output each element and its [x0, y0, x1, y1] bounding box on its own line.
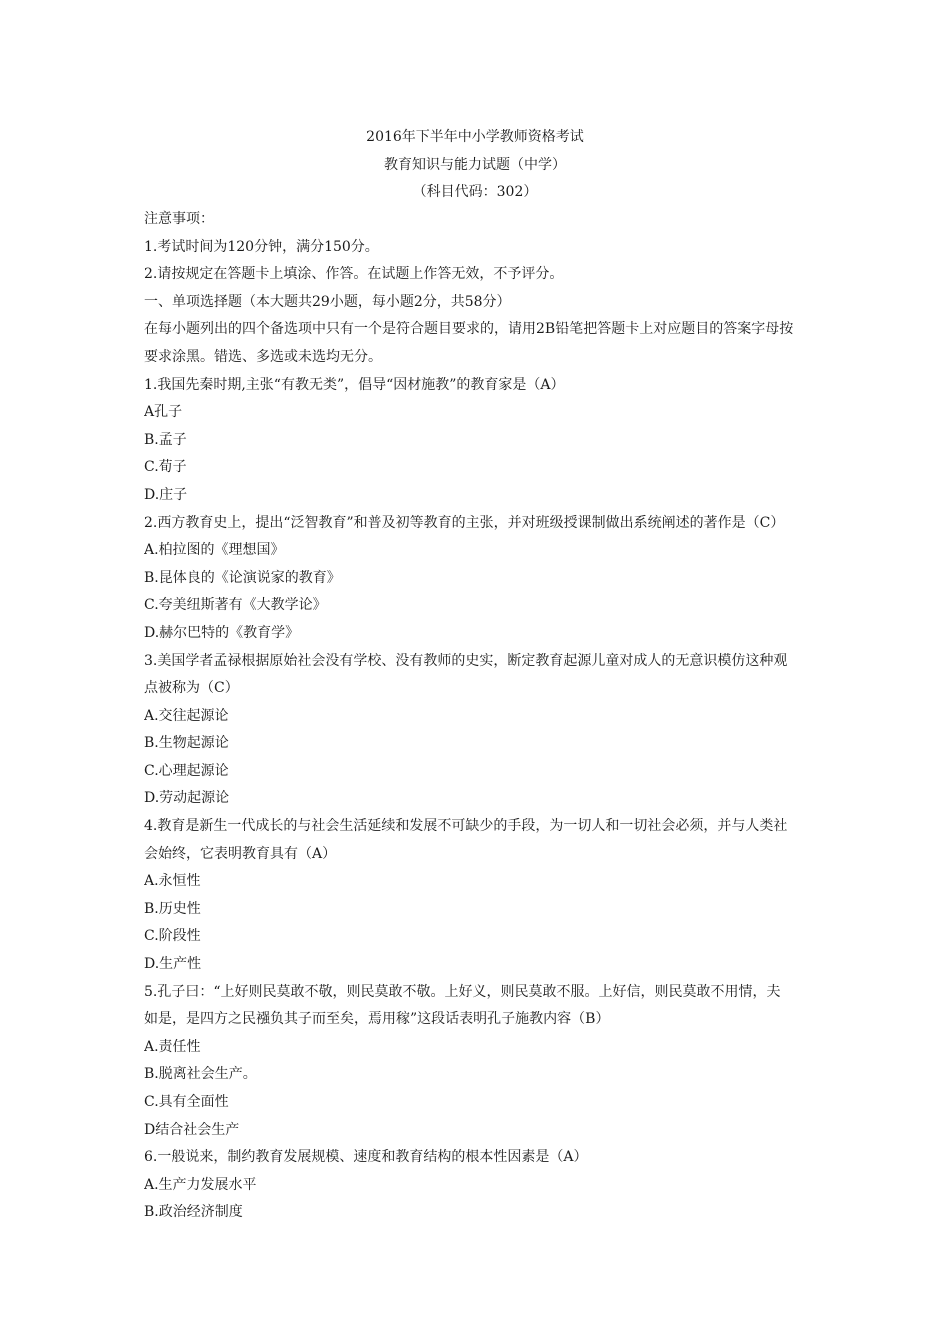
text-line: C.荀子 [144, 459, 187, 476]
text-line: B.历史性 [144, 900, 201, 917]
text-line: B.昆体良的《论演说家的教育》 [144, 569, 341, 586]
text-line: D.庄子 [144, 486, 188, 503]
text-line: 6.一般说来，制约教育发展规模、速度和教育结构的根本性因素是（A） [144, 1149, 588, 1166]
text-line: A.责任性 [144, 1038, 201, 1055]
text-line: D.赫尔巴特的《教育学》 [144, 624, 300, 641]
text-line: 1.考试时间为120分钟，满分150分。 [144, 238, 379, 255]
text-line: C.阶段性 [144, 928, 201, 945]
text-line: 一、单项选择题（本大题共29小题，每小题2分，共58分） [144, 293, 511, 310]
text-line: B.生物起源论 [144, 735, 229, 752]
exam-subtitle: 教育知识与能力试题（中学） [384, 156, 566, 173]
text-line: D结合社会生产 [144, 1121, 240, 1138]
text-line: A.生产力发展水平 [144, 1176, 257, 1193]
text-line: B.孟子 [144, 431, 187, 448]
text-line: C.夸美纽斯著有《大教学论》 [144, 597, 327, 614]
text-line: D.劳动起源论 [144, 790, 230, 807]
exam-header [0, 124, 950, 207]
text-line: 3.美国学者孟禄根据原始社会没有学校、没有教师的史实，断定教育起源儿童对成人的无意识模仿这种观 [144, 652, 788, 669]
text-line: A.交往起源论 [144, 707, 229, 724]
text-line: A.柏拉图的《理想国》 [144, 542, 285, 559]
text-line: 会始终，它表明教育具有（A） [144, 845, 337, 862]
text-line: C.心理起源论 [144, 762, 229, 779]
text-line: B.脱离社会生产。 [144, 1066, 257, 1083]
text-line: 4.教育是新生一代成长的与社会生活延续和发展不可缺少的手段，为一切人和一切社会必须，并与人类社 [144, 818, 788, 835]
text-line: 5.孔子曰：“上好则民莫敢不敬，则民莫敢不敬。上好义，则民莫敢不服。上好信，则民莫敢不用情，夫 [144, 983, 781, 1000]
text-line: 注意事项： [144, 211, 214, 227]
text-line: A孔子 [144, 404, 183, 421]
text-line: A.永恒性 [144, 873, 201, 890]
exam-title: 2016年下半年中小学教师资格考试 [366, 129, 584, 145]
text-line: D.生产性 [144, 956, 202, 973]
text-line: B.政治经济制度 [144, 1204, 243, 1221]
text-line: C.具有全面性 [144, 1094, 229, 1110]
text-line: 2.西方教育史上，提出“泛智教育”和普及初等教育的主张，并对班级授课制做出系统阐述的著作是（C） [144, 514, 785, 531]
subject-code: （科目代码：302） [412, 184, 538, 200]
text-line: 2.请按规定在答题卡上填涂、作答。在试题上作答无效，不予评分。 [144, 266, 564, 283]
text-line: 要求涂黑。错选、多选或未选均无分。 [144, 348, 382, 365]
exam-body [144, 206, 814, 1227]
text-line: 在每小题列出的四个备选项中只有一个是符合题目要求的，请用2B铅笔把答题卡上对应题目的答案字母按 [144, 321, 794, 338]
text-line: 如是，是四方之民襁负其子而至矣，焉用稼”这段话表明孔子施教内容（B） [144, 1011, 610, 1028]
text-line: 点被称为（C） [144, 680, 239, 697]
text-line: 1.我国先秦时期,主张“有教无类”，倡导“因材施教”的教育家是（A） [144, 376, 565, 393]
